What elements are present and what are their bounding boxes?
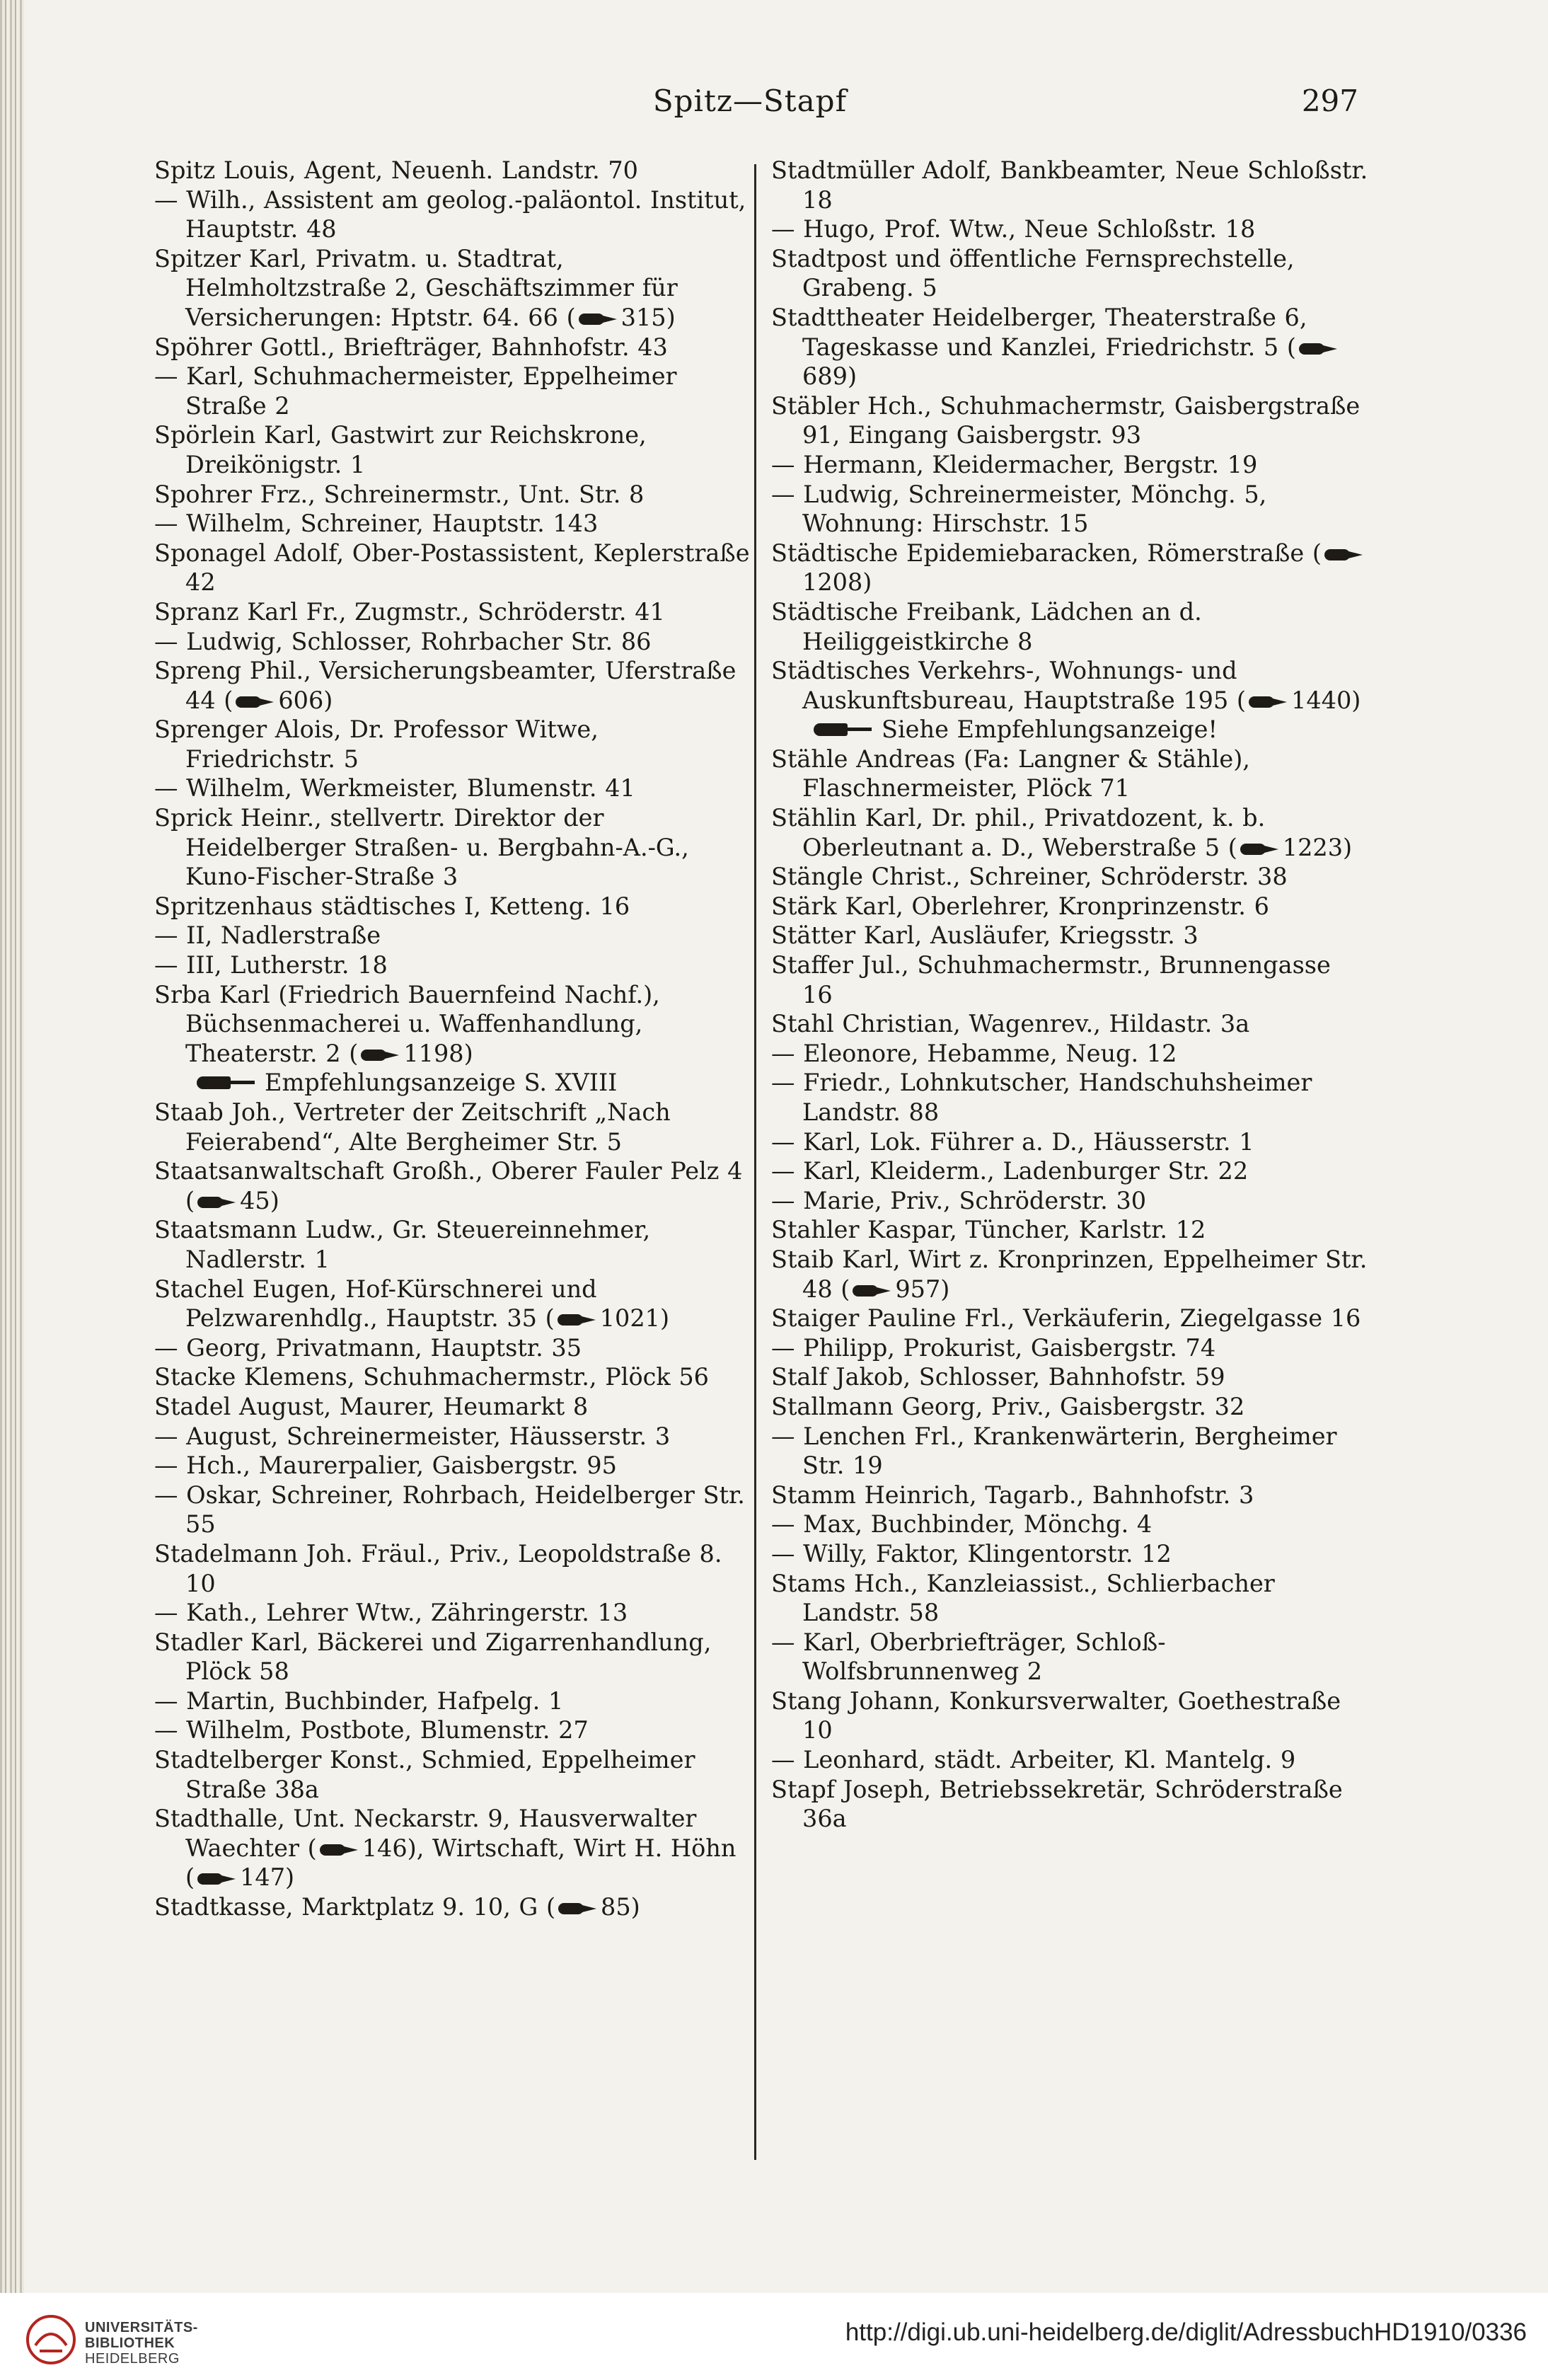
- entry-text: Spritzenhaus städtisches I, Ketteng. 16: [154, 892, 630, 920]
- entry-text: Stahl Christian, Wagenrev., Hildastr. 3a: [771, 1010, 1250, 1038]
- phone-number: 85): [601, 1893, 640, 1921]
- book-spine-edge: [0, 0, 24, 2321]
- directory-entry: [771, 1422, 1369, 1481]
- entry-text: Stäbler Hch., Schuhmachermstr, Gaisbergstraße 91, Eingang Gaisbergstr. 93: [771, 391, 1361, 449]
- entry-text: Srba Karl (Friedrich Bauernfeind Nachf.), Büchsenmacherei u. Waffenhandlung, Theaterstr. 2 (: [154, 980, 660, 1067]
- directory-entry: [154, 1098, 752, 1156]
- entry-text: — Kath., Lehrer Wtw., Zähringerstr. 13: [154, 1599, 628, 1627]
- entry-text: — Oskar, Schreiner, Rohrbach, Heidelberger Str. 55: [154, 1481, 745, 1539]
- entry-text: Stängle Christ., Schreiner, Schröderstr. 38: [771, 863, 1288, 891]
- directory-entry: [771, 950, 1369, 1009]
- directory-entry: [154, 1362, 752, 1392]
- directory-entry: [771, 303, 1369, 391]
- directory-entry: [771, 1686, 1369, 1745]
- entry-text: — Karl, Oberbriefträger, Schloß-Wolfsbrunnenweg 2: [771, 1628, 1166, 1686]
- directory-entry: [154, 480, 752, 510]
- telephone-icon: [557, 1902, 598, 1916]
- pointing-hand-icon: [197, 1074, 255, 1092]
- phone-number: 1198): [403, 1039, 473, 1067]
- phone-number: 1223): [1282, 833, 1353, 861]
- entry-text: — Karl, Schuhmachermeister, Eppelheimer Straße 2: [154, 362, 677, 420]
- directory-entry: [154, 244, 752, 333]
- directory-entry: [154, 1156, 752, 1215]
- directory-entry: [771, 1745, 1369, 1775]
- entry-text: — Wilhelm, Schreiner, Hauptstr. 143: [154, 510, 599, 538]
- directory-entry: [771, 1775, 1369, 1834]
- entry-text: Stamm Heinrich, Tagarb., Bahnhofstr. 3: [771, 1481, 1254, 1509]
- phone-number: 606): [278, 686, 333, 714]
- entry-text: — Wilh., Assistent am geolog.-paläontol. Institut, Hauptstr. 48: [154, 185, 746, 243]
- telephone-icon: [196, 1195, 237, 1209]
- telephone-icon: [851, 1284, 892, 1298]
- directory-entry: [771, 539, 1369, 597]
- directory-entry: [154, 1628, 752, 1686]
- directory-entry: [771, 1539, 1369, 1569]
- entry-text: — Willy, Faktor, Klingentorstr. 12: [771, 1539, 1172, 1568]
- entry-text: — Wilhelm, Postbote, Blumenstr. 27: [154, 1716, 589, 1744]
- directory-entry: [154, 980, 752, 1069]
- page-number: 297: [1301, 84, 1358, 118]
- directory-entry: [771, 1039, 1369, 1069]
- entry-text: Staiger Pauline Frl., Verkäuferin, Ziegelgasse 16: [771, 1304, 1361, 1333]
- entry-text: — Eleonore, Hebamme, Neug. 12: [771, 1039, 1177, 1067]
- directory-entry: [154, 1539, 752, 1598]
- university-library-logo: [25, 2314, 76, 2365]
- directory-entry: [154, 1892, 752, 1922]
- entry-text: Stadtkasse, Marktplatz 9. 10, G (: [154, 1893, 556, 1921]
- telephone-icon: [359, 1048, 400, 1062]
- phone-number: 1021): [599, 1304, 670, 1333]
- directory-entry: [154, 1275, 752, 1333]
- directory-entry: [771, 1127, 1369, 1157]
- entry-text: — Hch., Maurerpalier, Gaisbergstr. 95: [154, 1451, 617, 1480]
- entry-text: Stang Johann, Konkursverwalter, Goethestraße 10: [771, 1686, 1341, 1744]
- entry-text: — III, Lutherstr. 18: [154, 951, 388, 979]
- directory-entry: [771, 656, 1369, 715]
- telephone-icon: [577, 312, 618, 326]
- directory-entry: [771, 214, 1369, 244]
- directory-entry: [771, 1245, 1369, 1304]
- directory-entry: [154, 950, 752, 980]
- page-header: [141, 84, 1358, 126]
- entry-text: Spitzer Karl, Privatm. u. Stadtrat, Helmholtzstraße 2, Geschäftszimmer für Versicherungen: Hptstr. 64. 66 (: [154, 244, 678, 331]
- entry-text: Städtische Epidemiebaracken, Römerstraße (: [771, 539, 1322, 567]
- directory-entry: [154, 362, 752, 420]
- entry-text: Sprick Heinr., stellvertr. Direktor der Heidelberger Straßen- u. Bergbahn-A.-G., Kuno-Fischer-Straße 3: [154, 804, 689, 891]
- directory-entry: [771, 1510, 1369, 1539]
- directory-entry: [154, 1804, 752, 1892]
- entry-text: Staatsmann Ludw., Gr. Steuereinnehmer, Nadlerstr. 1: [154, 1216, 651, 1273]
- phone-number: 1440): [1291, 686, 1361, 714]
- entry-text: Stadelmann Joh. Fräul., Priv., Leopoldstraße 8. 10: [154, 1539, 722, 1597]
- entry-text: Staib Karl, Wirt z. Kronprinzen, Eppelheimer Str. 48 (: [771, 1245, 1368, 1303]
- entry-text: Spreng Phil., Versicherungsbeamter, Uferstraße 44 (: [154, 657, 737, 714]
- entry-text: — August, Schreinermeister, Häusserstr. 3: [154, 1422, 671, 1450]
- entry-text: — Max, Buchbinder, Mönchg. 4: [771, 1510, 1153, 1539]
- entry-text: Stadtmüller Adolf, Bankbeamter, Neue Schloßstr. 18: [771, 156, 1368, 214]
- entry-text: Sponagel Adolf, Ober-Postassistent, Keplerstraße 42: [154, 539, 750, 597]
- entry-text: Staffer Jul., Schuhmachermstr., Brunnengasse 16: [771, 951, 1331, 1008]
- telephone-icon: [1298, 342, 1339, 356]
- entry-text: — Karl, Lok. Führer a. D., Häusserstr. 1: [771, 1127, 1254, 1156]
- directory-entry: [154, 627, 752, 657]
- cross-reference: [154, 1068, 752, 1098]
- directory-entry: [154, 892, 752, 921]
- entry-text: — Ludwig, Schreinermeister, Mönchg. 5, Wohnung: Hirschstr. 15: [771, 480, 1267, 538]
- entry-text: Staatsanwaltschaft Großh., Oberer Fauler Pelz 4 (: [154, 1157, 743, 1214]
- entry-text: — Martin, Buchbinder, Hafpelg. 1: [154, 1686, 564, 1715]
- entry-text: Stadtpost und öffentliche Fernsprechstelle, Grabeng. 5: [771, 244, 1295, 302]
- entry-text: Spranz Karl Fr., Zugmstr., Schröderstr. 41: [154, 597, 665, 626]
- telephone-icon: [1239, 842, 1280, 856]
- institution-line: HEIDELBERG: [85, 2351, 180, 2367]
- directory-entry: [771, 1186, 1369, 1216]
- entry-text: Stahler Kaspar, Tüncher, Karlstr. 12: [771, 1216, 1206, 1244]
- source-url-link[interactable]: http://digi.ub.uni-heidelberg.de/diglit/AdressbuchHD1910/0336: [845, 2318, 1527, 2346]
- entry-text: — Hugo, Prof. Wtw., Neue Schloßstr. 18: [771, 215, 1256, 243]
- entry-text: Stapf Joseph, Betriebssekretär, Schröderstraße 36a: [771, 1775, 1343, 1833]
- directory-entry: [154, 1215, 752, 1274]
- entry-text: Empfehlungsanzeige S. XVIII: [265, 1069, 618, 1097]
- entry-text: — Wilhelm, Werkmeister, Blumenstr. 41: [154, 774, 635, 803]
- telephone-icon: [196, 1872, 237, 1886]
- directory-entry: [154, 1422, 752, 1451]
- directory-entry: [771, 745, 1369, 803]
- telephone-icon: [1323, 548, 1364, 562]
- directory-entry: [771, 244, 1369, 303]
- footer: [0, 2293, 1548, 2380]
- institution-name: [85, 2320, 198, 2367]
- entry-text: Spohrer Frz., Schreinermstr., Unt. Str. 8: [154, 480, 645, 508]
- running-head: Spitz—Stapf: [652, 84, 848, 118]
- entry-text: — Philipp, Prokurist, Gaisbergstr. 74: [771, 1333, 1216, 1362]
- directory-entry: [771, 1333, 1369, 1363]
- entry-text: Spitz Louis, Agent, Neuenh. Landstr. 70: [154, 156, 638, 184]
- phone-number: 45): [240, 1186, 279, 1214]
- entry-text: Stachel Eugen, Hof-Kürschnerei und Pelzwarenhdlg., Hauptstr. 35 (: [154, 1275, 597, 1333]
- entry-text: Siehe Empfehlungsanzeige!: [882, 715, 1218, 744]
- directory-entry: [154, 539, 752, 597]
- entry-text: Städtische Freibank, Lädchen an d. Heiliggeistkirche 8: [771, 597, 1202, 655]
- directory-entry: [154, 1686, 752, 1716]
- institution-line: BIBLIOTHEK: [85, 2335, 175, 2351]
- directory-entry: [154, 1451, 752, 1481]
- entry-text: — Leonhard, städt. Arbeiter, Kl. Mantelg. 9: [771, 1746, 1296, 1774]
- directory-entry: [771, 1215, 1369, 1245]
- directory-entry: [771, 892, 1369, 921]
- entry-text: Stähle Andreas (Fa: Langner & Stähle), Flaschnermeister, Plöck 71: [771, 745, 1250, 803]
- directory-entry: [154, 803, 752, 892]
- entry-text: — Hermann, Kleidermacher, Bergstr. 19: [771, 450, 1258, 478]
- entry-text: Stählin Karl, Dr. phil., Privatdozent, k. b. Oberleutnant a. D., Weberstraße 5 (: [771, 804, 1266, 861]
- directory-entry: [154, 656, 752, 715]
- entry-text: Stams Hch., Kanzleiassist., Schlierbacher Landstr. 58: [771, 1569, 1275, 1627]
- entry-text: Stadler Karl, Bäckerei und Zigarrenhandlung, Plöck 58: [154, 1628, 712, 1686]
- directory-entry: [771, 156, 1369, 214]
- entry-text: — Ludwig, Schlosser, Rohrbacher Str. 86: [154, 627, 652, 655]
- directory-entry: [154, 1333, 752, 1363]
- directory-entry: [154, 597, 752, 627]
- entry-text: Stacke Klemens, Schuhmachermstr., Plöck 56: [154, 1363, 709, 1391]
- institution-line: UNIVERSITÄTS-: [85, 2320, 198, 2335]
- directory-entry: [771, 1362, 1369, 1392]
- directory-entry: [771, 1569, 1369, 1628]
- left-column: [154, 156, 752, 2137]
- right-column: [771, 156, 1369, 2137]
- entry-text: Stadthalle, Unt. Neckarstr. 9, Hausverwalter Waechter (: [154, 1805, 697, 1862]
- directory-entry: [771, 862, 1369, 892]
- entry-text: Sprenger Alois, Dr. Professor Witwe, Friedrichstr. 5: [154, 715, 599, 773]
- phone-number: 147): [240, 1863, 295, 1892]
- directory-entry: [154, 333, 752, 362]
- directory-entry: [154, 774, 752, 803]
- directory-entry: [771, 1009, 1369, 1039]
- telephone-icon: [234, 695, 275, 709]
- cross-reference: [771, 715, 1369, 745]
- directory-entry: [154, 1481, 752, 1539]
- entry-text: — Georg, Privatmann, Hauptstr. 35: [154, 1333, 582, 1362]
- directory-entry: [771, 1392, 1369, 1422]
- directory-entry: [771, 450, 1369, 480]
- entry-text: — II, Nadlerstraße: [154, 921, 381, 950]
- directory-entry: [771, 1068, 1369, 1127]
- phone-number: 315): [620, 303, 676, 331]
- entry-text: Spörlein Karl, Gastwirt zur Reichskrone, Dreikönigstr. 1: [154, 421, 647, 478]
- telephone-icon: [1247, 695, 1288, 709]
- directory-entry: [771, 1481, 1369, 1510]
- telephone-icon: [556, 1313, 597, 1327]
- directory-entry: [771, 391, 1369, 450]
- entry-text: Stadttheater Heidelberger, Theaterstraße 6, Tageskasse und Kanzlei, Friedrichstr. 5 (: [771, 303, 1307, 361]
- entry-text: Stallmann Georg, Priv., Gaisbergstr. 32: [771, 1392, 1245, 1420]
- directory-entry: [771, 1628, 1369, 1686]
- phone-number: 1208): [802, 568, 872, 597]
- directory-entry: [154, 1392, 752, 1422]
- entry-text: — Karl, Kleiderm., Ladenburger Str. 22: [771, 1157, 1249, 1185]
- telephone-icon: [318, 1843, 359, 1857]
- phone-number: 957): [895, 1275, 950, 1303]
- directory-entry: [771, 480, 1369, 539]
- directory-entry: [154, 715, 752, 774]
- entry-text: Stadel August, Maurer, Heumarkt 8: [154, 1392, 589, 1420]
- directory-entry: [154, 156, 752, 185]
- entry-text: — Lenchen Frl., Krankenwärterin, Bergheimer Str. 19: [771, 1422, 1337, 1480]
- phone-number: 689): [802, 362, 857, 391]
- entry-text: Städtisches Verkehrs-, Wohnungs- und Auskunftsbureau, Hauptstraße 195 (: [771, 657, 1246, 714]
- entry-text: — Friedr., Lohnkutscher, Handschuhsheimer Landstr. 88: [771, 1069, 1312, 1126]
- entry-text: Stätter Karl, Ausläufer, Kriegsstr. 3: [771, 921, 1198, 950]
- directory-entry: [154, 509, 752, 539]
- entry-text: Spöhrer Gottl., Briefträger, Bahnhofstr. 43: [154, 333, 668, 361]
- directory-entry: [154, 420, 752, 479]
- phone-number: 146), Wirtschaft, Wirt H. Höhn (: [185, 1834, 737, 1892]
- entry-text: — Marie, Priv., Schröderstr. 30: [771, 1186, 1147, 1214]
- entry-text: Stadtelberger Konst., Schmied, Eppelheimer Straße 38a: [154, 1746, 695, 1803]
- directory-entry: [771, 1156, 1369, 1186]
- entry-text: Staab Joh., Vertreter der Zeitschrift „Nach Feierabend“, Alte Bergheimer Str. 5: [154, 1098, 671, 1156]
- directory-entry: [154, 1715, 752, 1745]
- entry-text: Stärk Karl, Oberlehrer, Kronprinzenstr. 6: [771, 892, 1269, 920]
- directory-entry: [771, 803, 1369, 862]
- directory-entry: [154, 1598, 752, 1628]
- entry-text: Stalf Jakob, Schlosser, Bahnhofstr. 59: [771, 1363, 1225, 1391]
- directory-entry: [771, 921, 1369, 950]
- directory-entry: [154, 1745, 752, 1804]
- directory-entry: [771, 597, 1369, 656]
- directory-entry: [154, 185, 752, 244]
- directory-entry: [771, 1304, 1369, 1333]
- column-divider: [754, 164, 756, 2160]
- pointing-hand-icon: [814, 720, 872, 739]
- directory-entry: [154, 921, 752, 950]
